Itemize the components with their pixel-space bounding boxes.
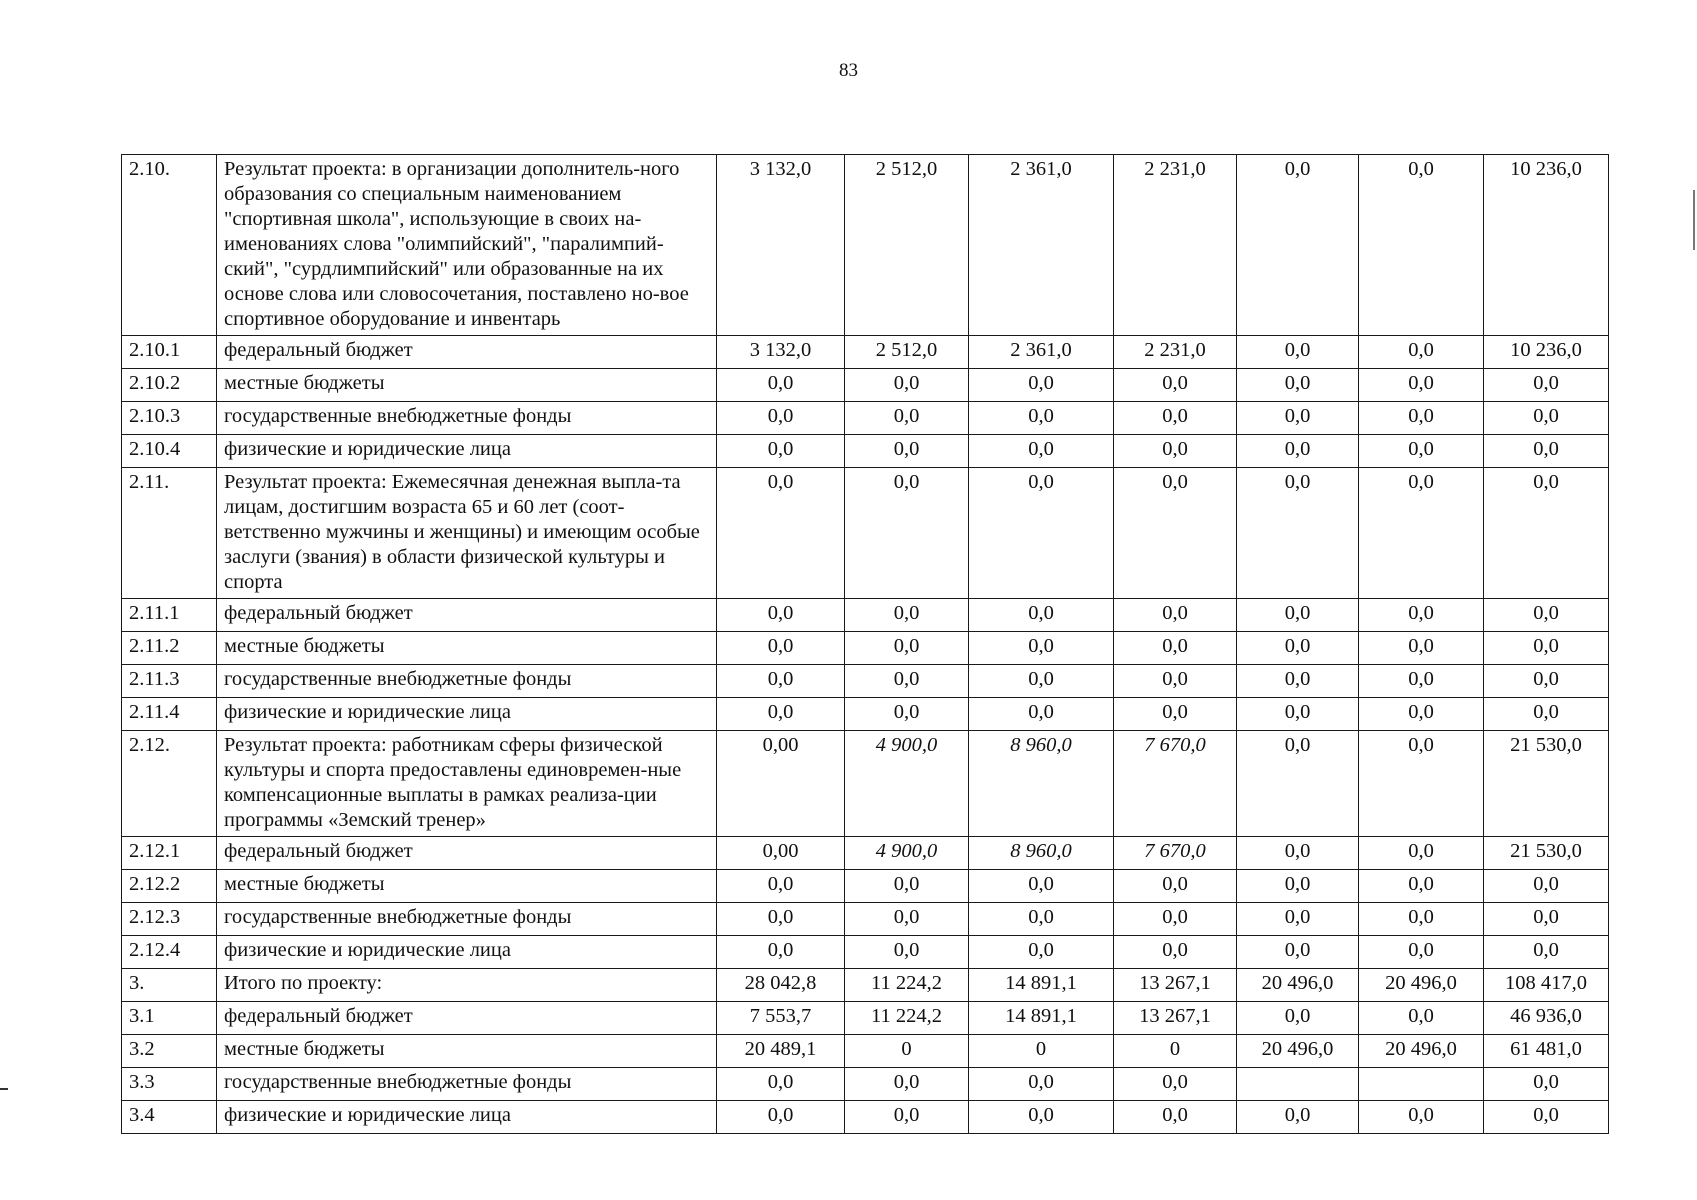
value-cell: 0,0 (1359, 369, 1484, 402)
table-row (122, 698, 1609, 731)
value-cell: 0,0 (1237, 698, 1359, 731)
value-cell: 0,0 (845, 435, 969, 468)
value-cell: 0,0 (969, 468, 1114, 599)
table-row (122, 632, 1609, 665)
table-row (122, 435, 1609, 468)
value-cell: 7 670,0 (1114, 837, 1237, 870)
value-cell: 0,0 (717, 402, 845, 435)
value-cell: 0,0 (1237, 468, 1359, 599)
value-cell: 0,0 (1237, 903, 1359, 936)
row-number-cell: 2.11.4 (122, 698, 217, 731)
value-cell: 0,0 (1484, 1101, 1609, 1134)
row-description-cell: государственные внебюджетные фонды (217, 402, 717, 435)
row-description-cell: федеральный бюджет (217, 336, 717, 369)
value-cell: 21 530,0 (1484, 837, 1609, 870)
value-cell: 0,0 (717, 936, 845, 969)
table-body (122, 155, 1609, 1134)
value-cell: 0,0 (717, 903, 845, 936)
value-cell: 8 960,0 (969, 731, 1114, 837)
value-cell: 0,0 (1359, 599, 1484, 632)
row-number-cell: 2.11.3 (122, 665, 217, 698)
value-cell: 0,0 (1359, 731, 1484, 837)
value-cell: 0,00 (717, 837, 845, 870)
row-number-cell: 2.10.1 (122, 336, 217, 369)
value-cell: 2 361,0 (969, 336, 1114, 369)
row-description-cell: местные бюджеты (217, 632, 717, 665)
value-cell: 4 900,0 (845, 837, 969, 870)
value-cell: 0,0 (1237, 936, 1359, 969)
value-cell: 0,0 (1237, 402, 1359, 435)
page-number: 83 (839, 60, 858, 81)
value-cell: 0,0 (1114, 1101, 1237, 1134)
row-number-cell: 2.10.4 (122, 435, 217, 468)
value-cell: 0,0 (1359, 336, 1484, 369)
value-cell: 46 936,0 (1484, 1002, 1609, 1035)
value-cell: 0,0 (1114, 632, 1237, 665)
value-cell: 0,0 (969, 369, 1114, 402)
value-cell: 0 (845, 1035, 969, 1068)
value-cell: 14 891,1 (969, 969, 1114, 1002)
value-cell: 0,0 (969, 870, 1114, 903)
value-cell: 0,0 (845, 698, 969, 731)
value-cell: 11 224,2 (845, 969, 969, 1002)
value-cell: 0,0 (1114, 402, 1237, 435)
row-number-cell: 2.12. (122, 731, 217, 837)
value-cell: 0,0 (845, 870, 969, 903)
value-cell: 0,0 (1237, 1002, 1359, 1035)
row-description-cell: Итого по проекту: (217, 969, 717, 1002)
value-cell: 0,0 (1237, 336, 1359, 369)
row-description-cell: физические и юридические лица (217, 698, 717, 731)
value-cell: 0,0 (1484, 665, 1609, 698)
row-description-cell: федеральный бюджет (217, 837, 717, 870)
value-cell: 21 530,0 (1484, 731, 1609, 837)
table-row (122, 336, 1609, 369)
value-cell: 0 (969, 1035, 1114, 1068)
value-cell: 13 267,1 (1114, 1002, 1237, 1035)
value-cell: 0,0 (717, 468, 845, 599)
value-cell: 0,0 (1484, 903, 1609, 936)
value-cell: 0,0 (717, 369, 845, 402)
row-description-cell: местные бюджеты (217, 1035, 717, 1068)
value-cell: 0,0 (1114, 1068, 1237, 1101)
row-number-cell: 2.10.2 (122, 369, 217, 402)
value-cell: 0,0 (845, 665, 969, 698)
table-row (122, 1101, 1609, 1134)
value-cell: 0,0 (845, 468, 969, 599)
row-number-cell: 2.12.2 (122, 870, 217, 903)
value-cell: 0,0 (845, 1101, 969, 1134)
value-cell: 0,0 (845, 903, 969, 936)
value-cell: 0,0 (1237, 870, 1359, 903)
value-cell: 7 670,0 (1114, 731, 1237, 837)
value-cell: 2 231,0 (1114, 336, 1237, 369)
value-cell: 0,0 (1237, 665, 1359, 698)
row-number-cell: 2.10.3 (122, 402, 217, 435)
value-cell: 20 496,0 (1359, 1035, 1484, 1068)
value-cell: 10 236,0 (1484, 155, 1609, 336)
value-cell: 0,0 (1359, 402, 1484, 435)
table-row (122, 837, 1609, 870)
row-number-cell: 2.12.1 (122, 837, 217, 870)
value-cell: 108 417,0 (1484, 969, 1609, 1002)
value-cell: 0,0 (1237, 155, 1359, 336)
row-description-cell: физические и юридические лица (217, 435, 717, 468)
value-cell: 0,0 (1114, 435, 1237, 468)
value-cell: 28 042,8 (717, 969, 845, 1002)
table-row (122, 936, 1609, 969)
value-cell: 0,0 (969, 435, 1114, 468)
value-cell: 0,0 (1114, 903, 1237, 936)
row-description-cell: федеральный бюджет (217, 599, 717, 632)
table-row (122, 1002, 1609, 1035)
value-cell: 0,0 (969, 1101, 1114, 1134)
table-row (122, 731, 1609, 837)
row-description-cell: федеральный бюджет (217, 1002, 717, 1035)
value-cell: 0,0 (1484, 468, 1609, 599)
row-description-cell: Результат проекта: Ежемесячная денежная выпла-та лицам, достигшим возраста 65 и 60 лет (соот-ветственно мужчины и женщины) и имеющим особые заслуги (звания) в области физической культуры и спорта (217, 468, 717, 599)
value-cell: 7 553,7 (717, 1002, 845, 1035)
table-row (122, 402, 1609, 435)
value-cell: 0,0 (1359, 632, 1484, 665)
value-cell: 0,0 (845, 1068, 969, 1101)
table-row (122, 665, 1609, 698)
value-cell: 0,0 (1237, 369, 1359, 402)
row-description-cell: физические и юридические лица (217, 1101, 717, 1134)
value-cell: 0,0 (1484, 698, 1609, 731)
value-cell: 3 132,0 (717, 336, 845, 369)
value-cell: 11 224,2 (845, 1002, 969, 1035)
value-cell: 0,0 (845, 632, 969, 665)
value-cell: 8 960,0 (969, 837, 1114, 870)
value-cell: 0,0 (1484, 369, 1609, 402)
value-cell: 0,0 (845, 599, 969, 632)
row-description-cell: государственные внебюджетные фонды (217, 1068, 717, 1101)
budget-table (121, 154, 1609, 1134)
value-cell: 0,0 (1237, 837, 1359, 870)
row-description-cell: Результат проекта: в организации дополнитель-ного образования со специальным наименованием "спортивная школа", использующие в своих на-именованиях слова "олимпийский", "паралимпий-ский", "сурдлимпийский" или образованные на их основе слова или словосочетания, поставлено но-вое спортивное оборудование и инвентарь (217, 155, 717, 336)
value-cell: 0,0 (969, 402, 1114, 435)
value-cell: 0,0 (1359, 870, 1484, 903)
value-cell: 0,0 (1484, 632, 1609, 665)
row-number-cell: 2.11. (122, 468, 217, 599)
table-row (122, 903, 1609, 936)
value-cell: 0,0 (1484, 1068, 1609, 1101)
value-cell: 0,0 (1484, 936, 1609, 969)
value-cell: 0,0 (717, 665, 845, 698)
value-cell: 20 496,0 (1237, 1035, 1359, 1068)
value-cell: 0 (1114, 1035, 1237, 1068)
row-description-cell: Результат проекта: работникам сферы физической культуры и спорта предоставлены единовремен-ные компенсационные выплаты в рамках реализа-ции программы «Земский тренер» (217, 731, 717, 837)
value-cell (1359, 1068, 1484, 1101)
row-description-cell: физические и юридические лица (217, 936, 717, 969)
value-cell: 0,0 (969, 632, 1114, 665)
scan-margin-mark (0, 1088, 8, 1090)
row-number-cell: 3.2 (122, 1035, 217, 1068)
value-cell: 2 361,0 (969, 155, 1114, 336)
table-row (122, 468, 1609, 599)
value-cell: 20 496,0 (1237, 969, 1359, 1002)
row-number-cell: 2.10. (122, 155, 217, 336)
row-number-cell: 3.3 (122, 1068, 217, 1101)
row-description-cell: местные бюджеты (217, 369, 717, 402)
value-cell: 0,0 (1237, 599, 1359, 632)
value-cell: 0,0 (717, 1068, 845, 1101)
value-cell: 0,0 (1114, 698, 1237, 731)
value-cell: 0,0 (1484, 870, 1609, 903)
value-cell: 0,0 (1359, 1002, 1484, 1035)
row-number-cell: 2.12.4 (122, 936, 217, 969)
scan-margin-mark (1693, 190, 1695, 250)
value-cell: 0,0 (1114, 665, 1237, 698)
value-cell: 0,0 (717, 435, 845, 468)
value-cell: 3 132,0 (717, 155, 845, 336)
value-cell: 0,0 (1114, 599, 1237, 632)
value-cell: 0,0 (969, 903, 1114, 936)
value-cell: 0,0 (717, 632, 845, 665)
value-cell: 14 891,1 (969, 1002, 1114, 1035)
value-cell: 0,0 (969, 599, 1114, 632)
table-row (122, 599, 1609, 632)
value-cell: 0,0 (845, 936, 969, 969)
value-cell: 0,0 (1359, 698, 1484, 731)
value-cell: 20 496,0 (1359, 969, 1484, 1002)
value-cell: 0,0 (1359, 837, 1484, 870)
value-cell: 0,0 (717, 870, 845, 903)
value-cell: 20 489,1 (717, 1035, 845, 1068)
value-cell: 0,0 (969, 1068, 1114, 1101)
row-number-cell: 2.12.3 (122, 903, 217, 936)
value-cell: 0,0 (717, 698, 845, 731)
value-cell: 0,0 (1484, 435, 1609, 468)
value-cell: 13 267,1 (1114, 969, 1237, 1002)
value-cell: 0,0 (1114, 936, 1237, 969)
value-cell: 0,0 (969, 698, 1114, 731)
value-cell: 0,0 (1484, 402, 1609, 435)
value-cell: 10 236,0 (1484, 336, 1609, 369)
row-number-cell: 3.1 (122, 1002, 217, 1035)
table-row (122, 1068, 1609, 1101)
value-cell: 0,0 (1114, 468, 1237, 599)
table-row (122, 969, 1609, 1002)
value-cell: 2 231,0 (1114, 155, 1237, 336)
value-cell: 4 900,0 (845, 731, 969, 837)
table-row (122, 1035, 1609, 1068)
value-cell (1237, 1068, 1359, 1101)
table-row (122, 369, 1609, 402)
value-cell: 0,0 (969, 936, 1114, 969)
value-cell: 2 512,0 (845, 336, 969, 369)
table-row (122, 155, 1609, 336)
row-description-cell: государственные внебюджетные фонды (217, 665, 717, 698)
row-number-cell: 2.11.1 (122, 599, 217, 632)
value-cell: 0,0 (1237, 435, 1359, 468)
row-number-cell: 3. (122, 969, 217, 1002)
value-cell: 0,0 (1359, 665, 1484, 698)
row-description-cell: местные бюджеты (217, 870, 717, 903)
value-cell: 0,0 (717, 599, 845, 632)
value-cell: 0,0 (1359, 468, 1484, 599)
value-cell: 0,0 (717, 1101, 845, 1134)
value-cell: 0,0 (1237, 731, 1359, 837)
table-row (122, 870, 1609, 903)
row-number-cell: 3.4 (122, 1101, 217, 1134)
value-cell: 0,0 (845, 369, 969, 402)
value-cell: 0,0 (1359, 903, 1484, 936)
value-cell: 0,0 (969, 665, 1114, 698)
row-number-cell: 2.11.2 (122, 632, 217, 665)
value-cell: 0,0 (845, 402, 969, 435)
value-cell: 0,0 (1359, 936, 1484, 969)
value-cell: 0,0 (1237, 1101, 1359, 1134)
value-cell: 0,0 (1114, 369, 1237, 402)
value-cell: 0,0 (1359, 155, 1484, 336)
value-cell: 0,0 (1237, 632, 1359, 665)
value-cell: 0,0 (1359, 1101, 1484, 1134)
value-cell: 0,0 (1484, 599, 1609, 632)
row-description-cell: государственные внебюджетные фонды (217, 903, 717, 936)
value-cell: 0,0 (1359, 435, 1484, 468)
value-cell: 61 481,0 (1484, 1035, 1609, 1068)
value-cell: 2 512,0 (845, 155, 969, 336)
value-cell: 0,00 (717, 731, 845, 837)
value-cell: 0,0 (1114, 870, 1237, 903)
